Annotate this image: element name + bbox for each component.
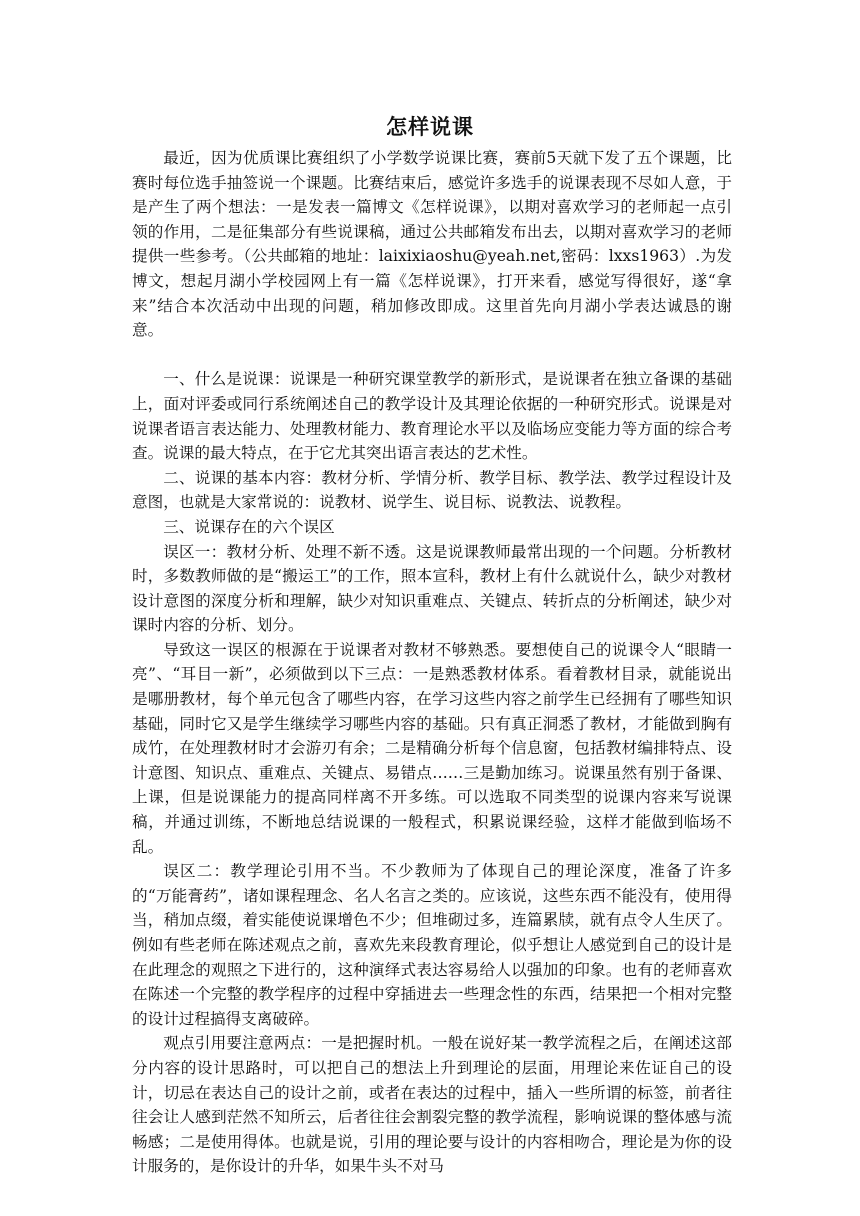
paragraph-basic-content: 二、说课的基本内容：教材分析、学情分析、教学目标、教学法、教学过程设计及意图，也就是大家常说的：说教材、说学生、说目标、说教法、说教程。 bbox=[132, 468, 732, 512]
paragraph-misconception-two: 误区二：教学理论引用不当。不少教师为了体现自己的理论深度，准备了许多的“万能膏药”，诸如课程理念、名人名言之类的。应该说，这些东西不能没有，使用得当，稍加点缀，着实能使说课增色不少；但堆砌过多，连篇累牍，就有点令人生厌了。例如有些老师在陈述观点之前，喜欢先来段教育理论，似乎想让人感觉到自己的设计是在此理念的观照之下进行的，这种演绎式表达容易给人以强加的印象。也有的老师喜欢在陈述一个完整的教学程序的过程中穿插进去一些理念性的东西，结果把一个相对完整的设计过程搞得支离破碎。 bbox=[132, 862, 732, 1028]
paragraph-spacer bbox=[132, 343, 732, 368]
paragraph-six-misconceptions-heading: 三、说课存在的六个误区 bbox=[163, 517, 335, 536]
paragraph-what-is-lecture: 一、什么是说课：说课是一种研究课堂教学的新形式，是说课者在独立备课的基础上，面对评委或同行系统阐述自己的教学设计及其理论依据的一种研究形式。说课是对说课者语言表达能力、处理教材能力、教育理论水平以及临场应变能力等方面的综合考查。说课的最大特点，在于它尤其突出语言表达的艺术性。 bbox=[132, 370, 732, 463]
document-body bbox=[132, 146, 732, 1179]
paragraph-misconception-one: 误区一：教材分析、处理不新不透。这是说课教师最常出现的一个问题。分析教材时，多数教师做的是“搬运工”的工作，照本宣科，教材上有什么就说什么，缺少对教材设计意图的深度分析和理解，缺少对知识重难点、关键点、转折点的分析阐述，缺少对课时内容的分析、划分。 bbox=[132, 542, 732, 635]
paragraph-citation-advice: 观点引用要注意两点：一是把握时机。一般在说好某一教学流程之后，在阐述这部分内容的设计思路时，可以把自己的想法上升到理论的层面，用理论来佐证自己的设计，切忌在表达自己的设计之前，或者在表达的过程中，插入一些所谓的标签，前者往往会让人感到茫然不知所云，后者往往会割裂完整的教学流程，影响说课的整体感与流畅感；二是使用得体。也就是说，引用的理论要与设计的内容相吻合，理论是为你的设计服务的，是你设计的升华，如果牛头不对马 bbox=[132, 1034, 732, 1176]
paragraph-misconception-one-cause: 导致这一误区的根源在于说课者对教材不够熟悉。要想使自己的说课令人“眼睛一亮”、“耳目一新”，必须做到以下三点：一是熟悉教材体系。看着教材目录，就能说出是哪册教材，每个单元包含了哪些内容，在学习这些内容之前学生已经拥有了哪些知识基础，同时它又是学生继续学习哪些内容的基础。只有真正洞悉了教材，才能做到胸有成竹，在处理教材时才会游刃有余；二是精确分析每个信息窗，包括教材编排特点、设计意图、知识点、重难点、关键点、易错点……三是勤加练习。说课虽然有别于备课、上课，但是说课能力的提高同样离不开多练。可以选取不同类型的说课内容来写说课稿，并通过训练，不断地总结说课的一般程式，积累说课经验，这样才能做到临场不乱。 bbox=[132, 640, 732, 856]
document-title: 怎样说课 bbox=[386, 114, 474, 139]
paragraph-intro: 最近，因为优质课比赛组织了小学数学说课比赛，赛前5天就下发了五个课题，比赛时每位选手抽签说一个课题。比赛结束后，感觉许多选手的说课表现不尽如人意，于是产生了两个想法：一是发表一篇博文《怎样说课》，以期对喜欢学习的老师起一点引领的作用，二是征集部分有些说课稿，通过公共邮箱发布出去，以期对喜欢学习的老师提供一些参考。（公共邮箱的地址：laixixiaoshu@yeah.net,密码：lxxs1963）.为发博文，想起月湖小学校园网上有一篇《怎样说课》，打开来看，感觉写得很好，遂“拿来”结合本次活动中出现的问题，稍加修改即成。这里首先向月湖小学表达诚恳的谢意。 bbox=[132, 149, 732, 340]
